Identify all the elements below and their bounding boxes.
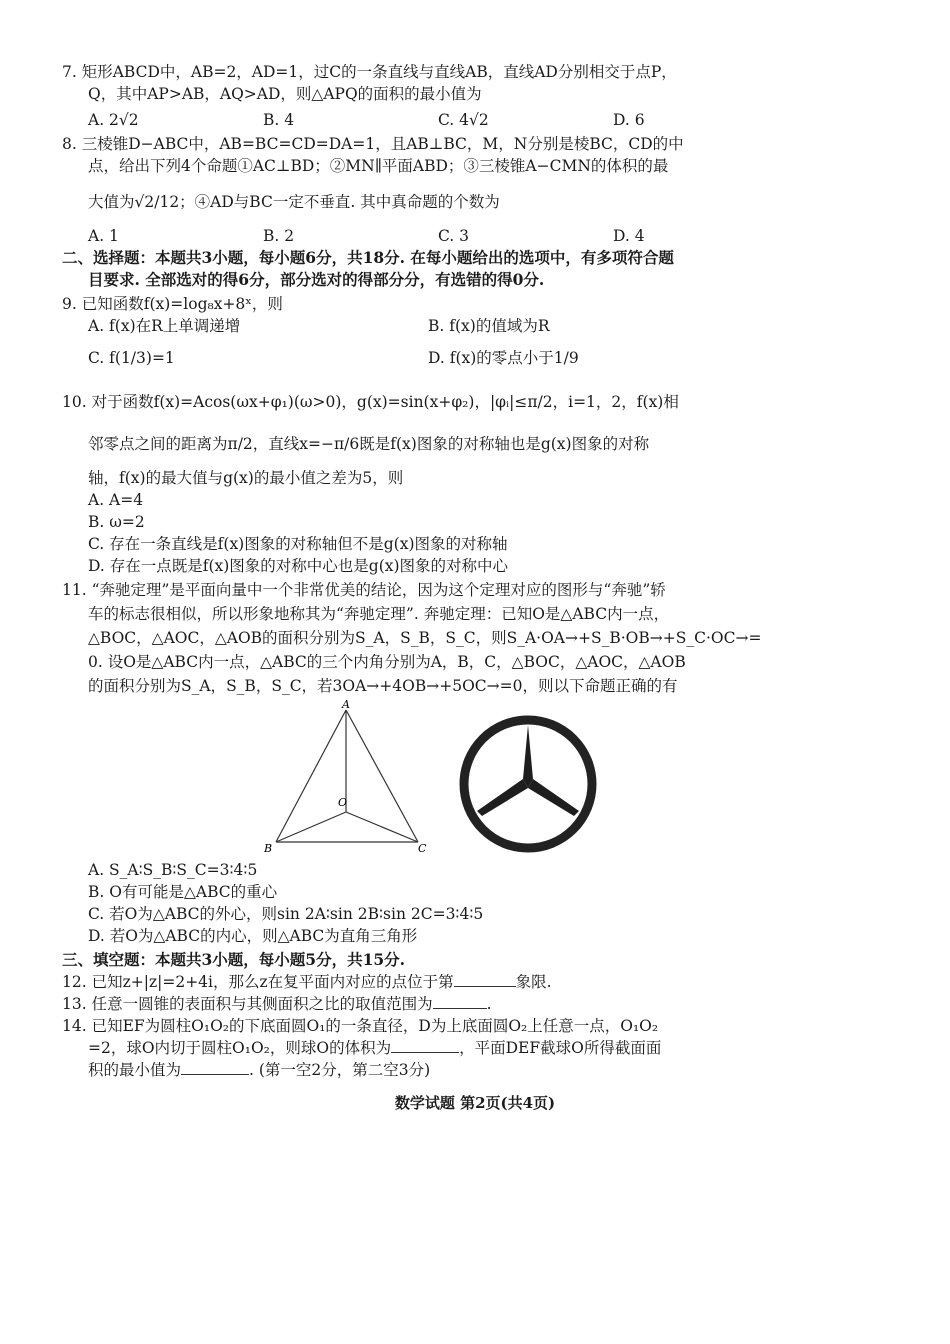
q7-option-d: D. 6	[613, 111, 645, 129]
q8-option-d: D. 4	[613, 227, 645, 245]
segment-co	[346, 812, 418, 842]
q14-text-2b: ，平面DEF截球O所得截面面	[459, 1039, 662, 1057]
q13	[62, 994, 802, 1014]
q14-line2	[88, 1038, 802, 1058]
q11-option-b: B. O有可能是△ABC的重心	[88, 883, 278, 901]
q10-line1: 10. 对于函数f(x)=Acos(ωx+φ₁)(ω>0)，g(x)=sin(x+φ₂)，|φᵢ|≤π/2，i=1，2，f(x)相	[62, 393, 679, 411]
q10-option-c: C. 存在一条直线是f(x)图象的对称轴但不是g(x)图象的对称轴	[88, 535, 508, 553]
q7-option-b: B. 4	[263, 111, 295, 129]
q14-answer-blank-2[interactable]	[181, 1060, 249, 1075]
q14-answer-blank-1[interactable]	[391, 1038, 459, 1053]
q11-option-d: D. 若O为△ABC的内心，则△ABC为直角三角形	[88, 927, 418, 945]
q7-line1: 7. 矩形ABCD中，AB=2，AD=1，过C的一条直线与直线AB，直线AD分别相交于点P，	[62, 63, 677, 81]
q8-options	[88, 226, 788, 246]
q12-text: 12. 已知z+|z|=2+4i，那么z在复平面内对应的点位于第	[62, 973, 454, 991]
mercedes-logo-figure	[452, 708, 604, 860]
q11-line5: 的面积分别为S_A，S_B，S_C，若3OA→+4OB→+5OC→=0，则以下命题正确的有	[88, 677, 678, 695]
label-b: B	[264, 842, 273, 855]
q10-option-b: B. ω=2	[88, 513, 145, 531]
segment-bo	[276, 812, 346, 842]
q10-option-a: A. A=4	[88, 491, 144, 509]
q7-options	[88, 110, 788, 130]
q9-options-row1	[88, 316, 788, 336]
q11-line3: △BOC，△AOC，△AOB的面积分别为S_A，S_B，S_C，则S_A·OA→+S_B·OB→+S_C·OC→=	[88, 629, 762, 647]
q11-option-c: C. 若O为△ABC的外心，则sin 2A∶sin 2B∶sin 2C=3∶4∶5	[88, 905, 484, 923]
label-a: A	[342, 698, 350, 711]
q11-line4: 0. 设O是△ABC内一点，△ABC的三个内角分别为A，B，C，△BOC，△AOC，△AOB	[88, 653, 686, 671]
q7-option-a: A. 2√2	[88, 111, 139, 129]
q13-text-end: .	[486, 995, 492, 1013]
q9-option-a: A. f(x)在R上单调递增	[88, 317, 241, 335]
label-o: O	[338, 796, 348, 809]
q14-text-3b: . (第一空2分，第二空3分)	[249, 1061, 431, 1079]
edge-ac	[346, 710, 418, 842]
q14-text-3a: 积的最小值为	[88, 1061, 182, 1079]
q13-text: 13. 任意一圆锥的表面积与其侧面积之比的取值范围为	[62, 995, 433, 1013]
q8-option-c: C. 3	[438, 227, 470, 245]
q9-stem: 9. 已知函数f(x)=log₈x+8ˣ，则	[62, 295, 283, 313]
q10-line2: 邻零点之间的距离为π/2，直线x=−π/6既是f(x)图象的对称轴也是g(x)图象的对称	[88, 435, 650, 453]
q14-line1: 14. 已知EF为圆柱O₁O₂的下底面圆O₁的一条直径，D为上底面圆O₂上任意一点，O₁O₂	[62, 1017, 659, 1035]
q9-option-b: B. f(x)的值域为R	[428, 317, 550, 335]
section3-heading: 三、填空题：本题共3小题，每小题5分，共15分.	[62, 950, 406, 969]
q11-line2: 车的标志很相似，所以形象地称其为“奔驰定理”. 奔驰定理：已知O是△ABC内一点，	[88, 605, 670, 623]
q8-line1: 8. 三棱锥D−ABC中，AB=BC=CD=DA=1，且AB⊥BC，M，N分别是棱BC，CD的中	[62, 135, 684, 153]
q7-line2: Q，其中AP>AB，AQ>AD，则△APQ的面积的最小值为	[88, 85, 482, 103]
page-footer: 数学试题 第2页(共4页)	[394, 1094, 556, 1112]
q14-line3	[88, 1060, 802, 1080]
triangle-figure	[258, 698, 438, 856]
q12-answer-blank[interactable]	[454, 972, 516, 987]
q10-line3: 轴，f(x)的最大值与g(x)的最小值之差为5，则	[88, 469, 404, 487]
q8-option-a: A. 1	[88, 227, 119, 245]
section2-heading-line2: 目要求. 全部选对的得6分，部分选对的得部分分，有选错的得0分.	[88, 270, 545, 289]
q9-option-c: C. f(1/3)=1	[88, 349, 175, 367]
q11-option-a: A. S_A∶S_B∶S_C=3∶4∶5	[88, 861, 258, 879]
logo-prong-top	[523, 725, 533, 788]
q11-line1: 11. “奔驰定理”是平面向量中一个非常优美的结论，因为这个定理对应的图形与“奔驰”轿	[62, 581, 666, 599]
q8-line2: 点，给出下列4个命题①AC⊥BD；②MN∥平面ABD；③三棱锥A−CMN的体积的最	[88, 157, 669, 175]
edge-ab	[276, 710, 346, 842]
q9-options-row2	[88, 348, 788, 368]
q14-text-2a: =2，球O内切于圆柱O₁O₂，则球O的体积为	[88, 1039, 392, 1057]
logo-prong-right	[528, 779, 579, 816]
q9-option-d: D. f(x)的零点小于1/9	[428, 349, 579, 367]
q7-option-c: C. 4√2	[438, 111, 489, 129]
q8-option-b: B. 2	[263, 227, 295, 245]
label-c: C	[418, 842, 427, 855]
section2-heading: 二、选择题：本题共3小题，每小题6分，共18分. 在每小题给出的选项中，有多项符合题	[62, 248, 674, 267]
q13-answer-blank[interactable]	[433, 994, 487, 1009]
q12	[62, 972, 802, 992]
q8-line3: 大值为√2/12；④AD与BC一定不垂直. 其中真命题的个数为	[88, 193, 500, 211]
q10-option-d: D. 存在一点既是f(x)图象的对称中心也是g(x)图象的对称中心	[88, 557, 509, 575]
q12-text-end: 象限.	[515, 973, 552, 991]
logo-prong-left	[477, 779, 528, 816]
